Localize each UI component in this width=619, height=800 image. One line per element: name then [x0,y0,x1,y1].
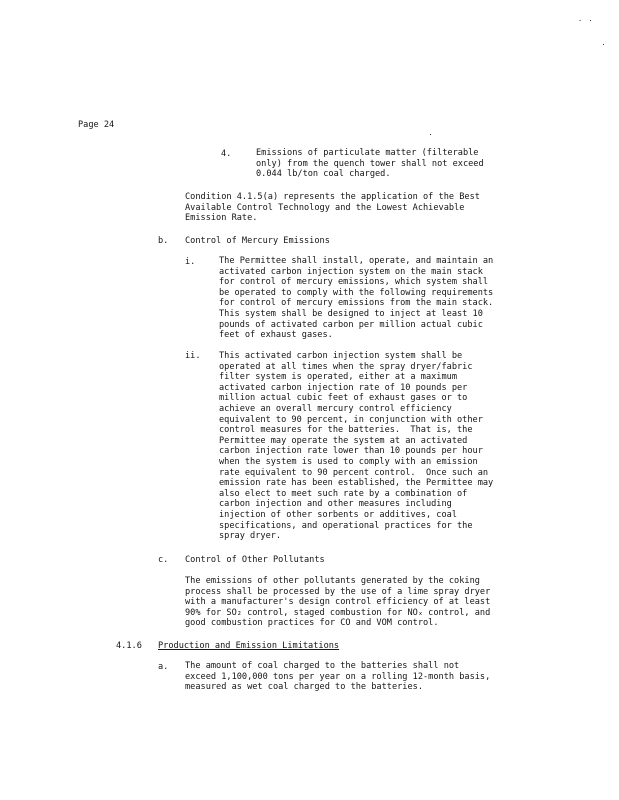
section-b-marker: b. [158,236,169,246]
corner-mark: . . [578,15,594,23]
section-b-item-ii-text: This activated carbon injection system shall be operated at all times when the spray dryer/fabric filter system is operated, either at a maximum activated carbon injection rate of 10 pounds per million actual cubic feet of exhaust gases or to achieve an overall mercury control efficiency equivalent to 90 percent, in conjunction with other control measures for the batteries. That is, the Permittee may operate the system at an activated carbon injection rate lower than 10 pounds per hour when the system is used to comply with an emission rate equivalent to 90 percent control. Once such an emission rate has been established, the Permittee may also elect to meet such rate by a combination of carbon injection and other measures including injection of other sorbents or additives, coal specifications, and operational practices for the spray dryer. [219,351,494,542]
section-416-item-a-marker: a. [158,662,169,672]
scan-speck [603,44,604,45]
scan-speck [430,134,431,135]
section-b-item-i-marker: i. [185,257,196,267]
section-c-heading: Control of Other Pollutants [185,555,325,565]
condition-4-marker: 4. [221,149,232,159]
page-number: Page 24 [78,120,115,130]
condition-note: Condition 4.1.5(a) represents the application of the Best Available Control Technology and the Lowest Achievable Emission Rate. [185,192,480,224]
section-b-item-i-text: The Permittee shall install, operate, and maintain an activated carbon injection system on the main stack for control of mercury emissions, which system shall be operated to comply with the following requirements for control of mercury emissions from the main stack. This system shall be designed to inject at least 10 pounds of activated carbon per million actual cubic feet of exhaust gases. [219,256,494,341]
section-416-number: 4.1.6 [116,641,142,651]
section-b-item-ii-marker: ii. [185,351,201,361]
section-c-text: The emissions of other pollutants generated by the coking process shall be processed by the use of a lime spray dryer with a manufacturer's design control efficiency of at least 90% for SO₂ control, staged combustion for NOₓ control, and good combustion practices for CO and VOM control. [185,576,491,629]
section-416-heading: Production and Emission Limitations [158,641,340,651]
section-c-marker: c. [158,555,169,565]
condition-4-text: Emissions of particulate matter (filterable only) from the quench tower shall not exceed 0.044 lb/ton coal charged. [256,148,484,180]
section-b-heading: Control of Mercury Emissions [185,236,330,246]
section-416-item-a-text: The amount of coal charged to the batteries shall not exceed 1,100,000 tons per year on a rolling 12-month basis, measured as wet coal charged to the batteries. [185,661,491,693]
